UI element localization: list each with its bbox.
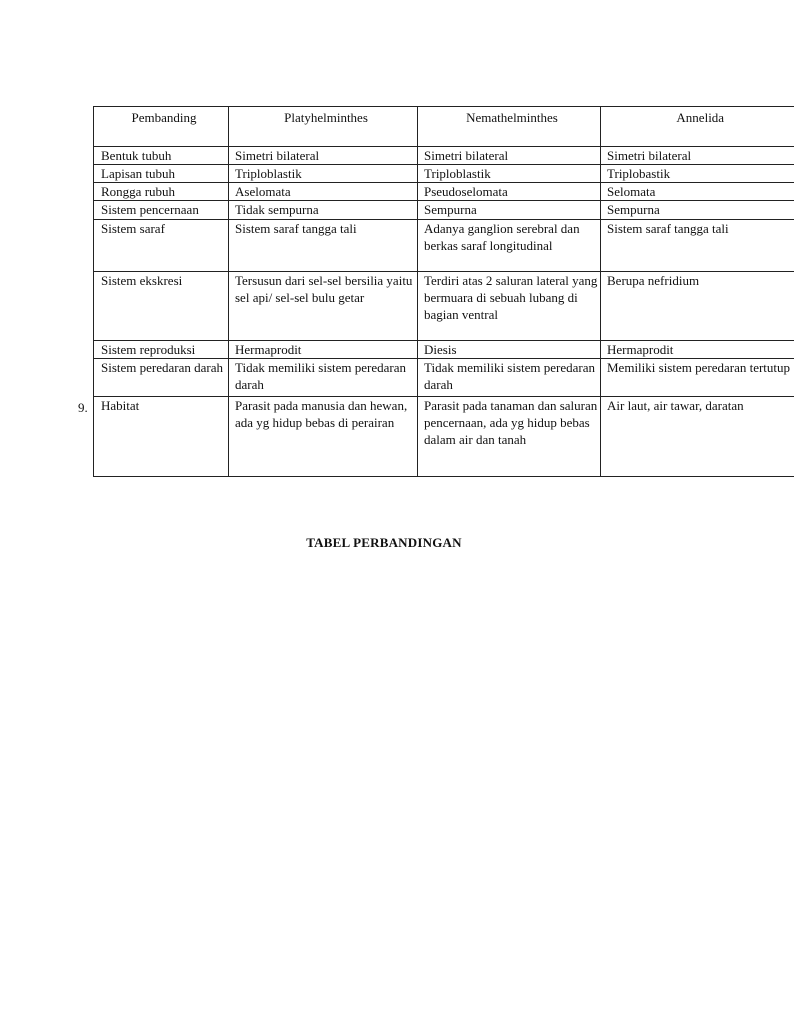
table-row (94, 341, 794, 359)
cell-nemathelminthes: Tidak memiliki sistem peredaran darah (418, 359, 601, 397)
cell-platyhelminthes: Simetri bilateral (229, 147, 418, 165)
table-row (94, 220, 794, 272)
comparison-table-wrapper (93, 106, 793, 477)
row-label: Bentuk tubuh (94, 147, 229, 165)
cell-annelida: Berupa nefridium (601, 272, 794, 341)
cell-platyhelminthes: Aselomata (229, 183, 418, 201)
row-label: Sistem peredaran darah (94, 359, 229, 397)
cell-platyhelminthes: Parasit pada manusia dan hewan, ada yg hidup bebas di perairan (229, 397, 418, 477)
header-cell-nemathelminthes: Nemathelminthes (418, 107, 601, 147)
cell-nemathelminthes: Sempurna (418, 201, 601, 220)
row-label: Sistem pencernaan (94, 201, 229, 220)
cell-annelida: Sempurna (601, 201, 794, 220)
comparison-table (93, 106, 794, 477)
table-caption: TABEL PERBANDINGAN (306, 535, 462, 550)
row-label: Lapisan tubuh (94, 165, 229, 183)
row-label: Sistem saraf (94, 220, 229, 272)
cell-nemathelminthes: Adanya ganglion serebral dan berkas saraf longitudinal (418, 220, 601, 272)
table-header-row (94, 107, 794, 147)
cell-nemathelminthes: Triploblastik (418, 165, 601, 183)
header-cell-annelida: Annelida (601, 107, 794, 147)
row-label: Sistem ekskresi (94, 272, 229, 341)
cell-annelida: Triplobastik (601, 165, 794, 183)
table-row (94, 183, 794, 201)
table-row (94, 165, 794, 183)
cell-nemathelminthes: Pseudoselomata (418, 183, 601, 201)
row-label: Sistem reproduksi (94, 341, 229, 359)
cell-annelida: Simetri bilateral (601, 147, 794, 165)
header-cell-pembanding: Pembanding (94, 107, 229, 147)
cell-annelida: Air laut, air tawar, daratan (601, 397, 794, 477)
cell-platyhelminthes: Tersusun dari sel-sel bersilia yaitu sel api/ sel-sel bulu getar (229, 272, 418, 341)
cell-nemathelminthes: Simetri bilateral (418, 147, 601, 165)
cell-annelida: Selomata (601, 183, 794, 201)
cell-nemathelminthes: Diesis (418, 341, 601, 359)
cell-nemathelminthes: Parasit pada tanaman dan saluran pencernaan, ada yg hidup bebas dalam air dan tanah (418, 397, 601, 477)
table-row (94, 147, 794, 165)
cell-platyhelminthes: Sistem saraf tangga tali (229, 220, 418, 272)
table-row (94, 397, 794, 477)
cell-platyhelminthes: Hermaprodit (229, 341, 418, 359)
row-label: Habitat (94, 397, 229, 477)
table-row (94, 201, 794, 220)
row-label: Rongga rubuh (94, 183, 229, 201)
table-row (94, 272, 794, 341)
cell-platyhelminthes: Tidak memiliki sistem peredaran darah (229, 359, 418, 397)
row-number-habitat: 9. (78, 400, 88, 415)
cell-annelida: Hermaprodit (601, 341, 794, 359)
cell-platyhelminthes: Tidak sempurna (229, 201, 418, 220)
header-cell-platyhelminthes: Platyhelminthes (229, 107, 418, 147)
cell-platyhelminthes: Triploblastik (229, 165, 418, 183)
cell-annelida: Memiliki sistem peredaran tertutup (601, 359, 794, 397)
cell-annelida: Sistem saraf tangga tali (601, 220, 794, 272)
table-row (94, 359, 794, 397)
cell-nemathelminthes: Terdiri atas 2 saluran lateral yang bermuara di sebuah lubang di bagian ventral (418, 272, 601, 341)
